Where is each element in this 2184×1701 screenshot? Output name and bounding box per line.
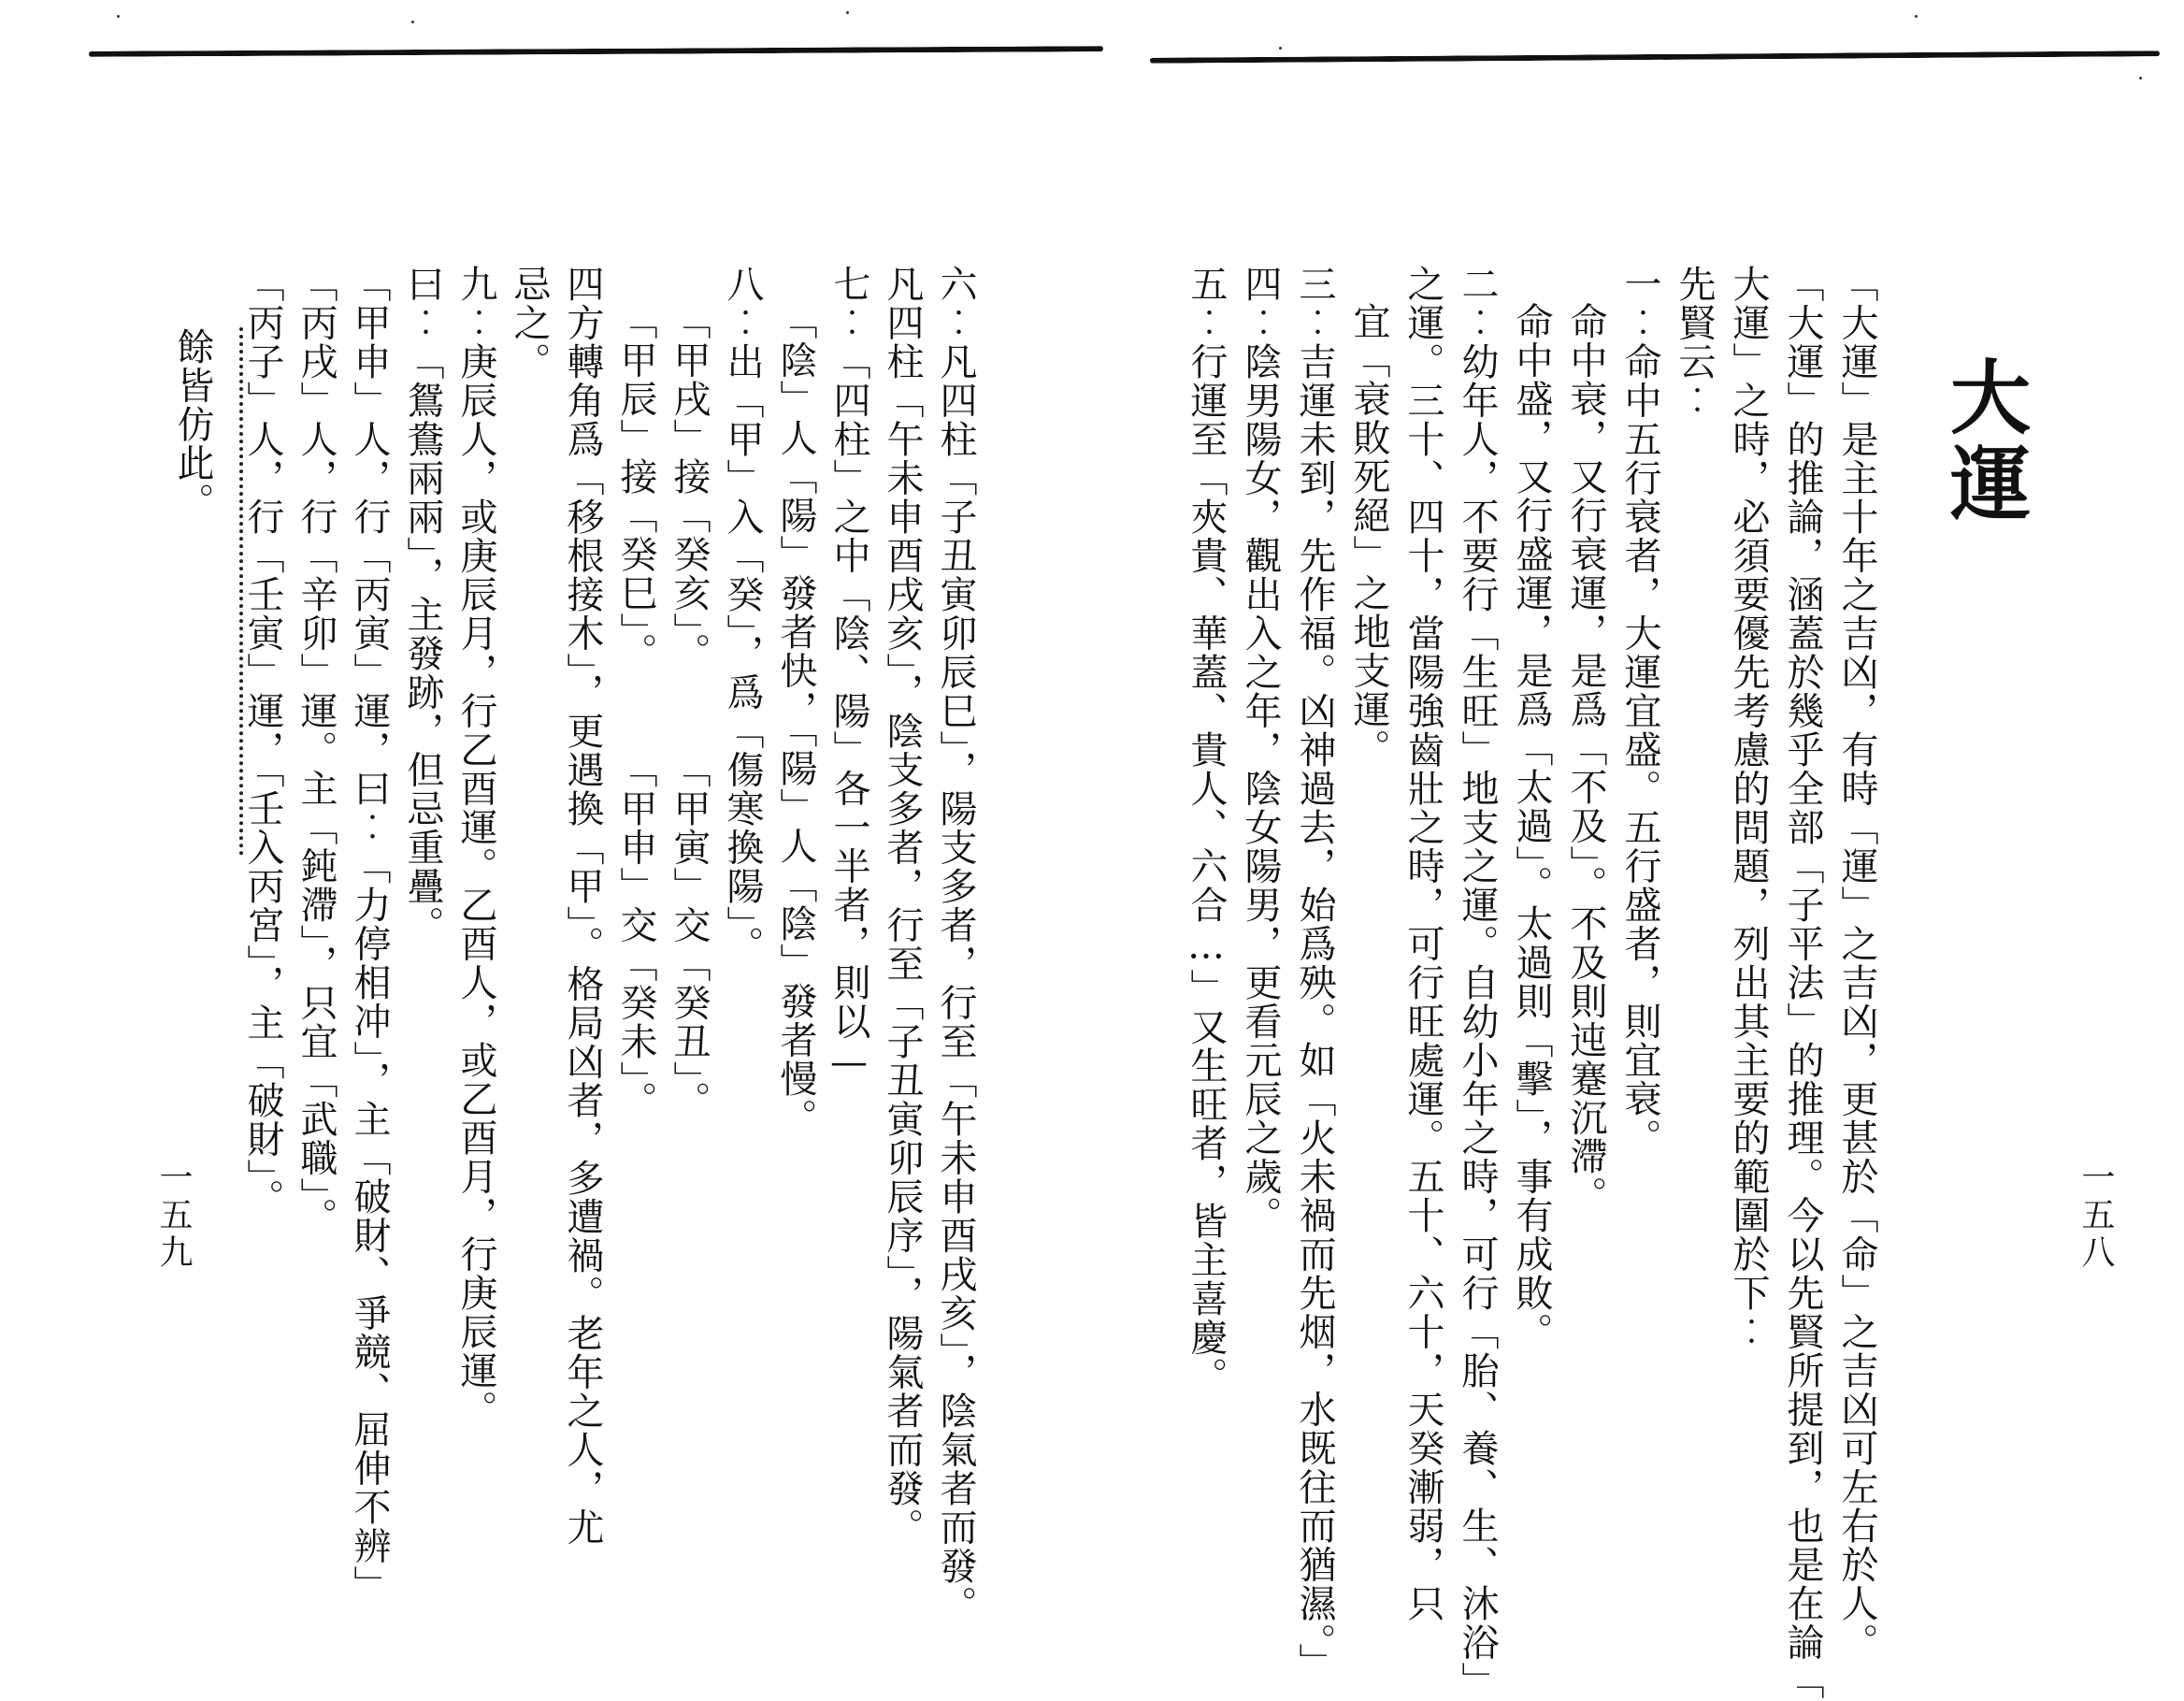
text-column: 大運」之時，必須要優先考慮的問題，列出其主要的範圍於下︰ [1727,265,1770,1351]
text-column: 曰︰「鴛鴦兩兩」，主發跡，但忌重疊。 [401,265,444,944]
text-column: 四︰陰男陽女，觀出入之年，陰女陽男，更看元辰之歲。 [1239,265,1282,1235]
page-number: 一五八 [2076,1160,2115,1272]
text-column: 「丙戌」人，行「辛卯」運。主「鈍滯」，只宜「武職」。 [295,265,338,1236]
text-column: 凡四柱「午未申酉戌亥」，陰支多者，行至「子丑寅卯辰序」，陽氣者而發。 [881,265,924,1547]
text-column: 六︰凡四柱「子丑寅卯辰巳」，陽支多者，行至「午未申酉戌亥」，陰氣者而發。 [934,265,977,1624]
text-column: 「丙子」人，行「壬寅」運，「壬入丙宮」，主「破財」。 [241,265,284,1218]
text-column: 先賢云︰ [1673,265,1716,420]
scan-speck [846,11,849,14]
scan-speck [411,21,414,23]
text-column: 四方轉角爲「移根接木」，更遇換「甲」。格局凶者，多遭禍。老年之人，尤 [561,265,604,1547]
text-column: 「大運」的推論，涵蓋於幾乎全部「子平法」的推理。今以先賢所提到，也是在論「 [1781,265,1824,1701]
text-column: 五︰行運至「夾貴、華蓋、貴人、六合…」又生旺者，皆主喜慶。 [1185,265,1228,1396]
right-page [1092,0,2184,1701]
top-rule [1150,50,2160,64]
text-column: 「甲申」人，行「丙寅」運，曰︰「力停相冲」，主「破財、爭競、屈伸不辨」 [348,265,391,1605]
text-column: 一︰命中五行衰者，大運宜盛。五行盛者，則宜衰。 [1618,265,1661,1158]
text-column: 三︰吉運未到，先作福。凶神過去，始爲殃。如「火未禍而先烟，水既往而猶濕。」 [1293,265,1336,1682]
scan-speck [2139,77,2142,79]
scan-speck [117,15,120,18]
text-column: 命中盛，又行盛運，是爲「太過」。太過則「擊」，事有成敗。 [1510,302,1553,1351]
text-column: 之運。三十、四十，當陽強齒壯之時，可行旺處運。五十、六十，天癸漸弱，只 [1401,265,1444,1623]
top-rule [89,46,1103,57]
text-column: 餘皆仿此。 [171,327,214,522]
text-column: 忌之。 [508,265,551,382]
text-column: 八︰出「甲」入「癸」，爲「傷寒換陽」。 [721,265,764,965]
text-column: 二︰幼年人，不要行「生旺」地支之運。自幼小年之時，可行「胎、養、生、沐浴」 [1456,265,1499,1701]
chapter-title: 大運 [1936,355,2031,527]
text-column: 「陰」人「陽」發者快，「陽」人「陰」發者慢。 [774,302,817,1137]
left-page [0,0,1092,1624]
scan-speck [1279,47,1282,50]
page-number: 一五九 [154,1160,193,1272]
text-column: 「大運」是主十年之吉凶，有時「運」之吉凶，更甚於「命」之吉凶可左右於人。 [1835,265,1878,1662]
text-column: 七︰「四柱」之中「陰、陽」各一半者，則以— [827,265,870,1086]
text-column: 命中衰，又行衰運，是爲「不及」。不及則迍蹇沉滯。 [1564,302,1607,1215]
text-column: 「甲戌」接「癸亥」。 「甲寅」交「癸丑」。 [668,302,711,1120]
text-column: 九︰庚辰人，或庚辰月，行乙酉運。乙酉人，或乙酉月，行庚辰運。 [454,265,497,1429]
text-column: 宜「衰敗死絕」之地支運。 [1347,302,1390,768]
text-column: 「甲辰」接「癸巳」。 「甲申」交「癸未」。 [614,302,657,1120]
dotted-separator [239,327,243,856]
scan-speck [1915,15,1918,18]
